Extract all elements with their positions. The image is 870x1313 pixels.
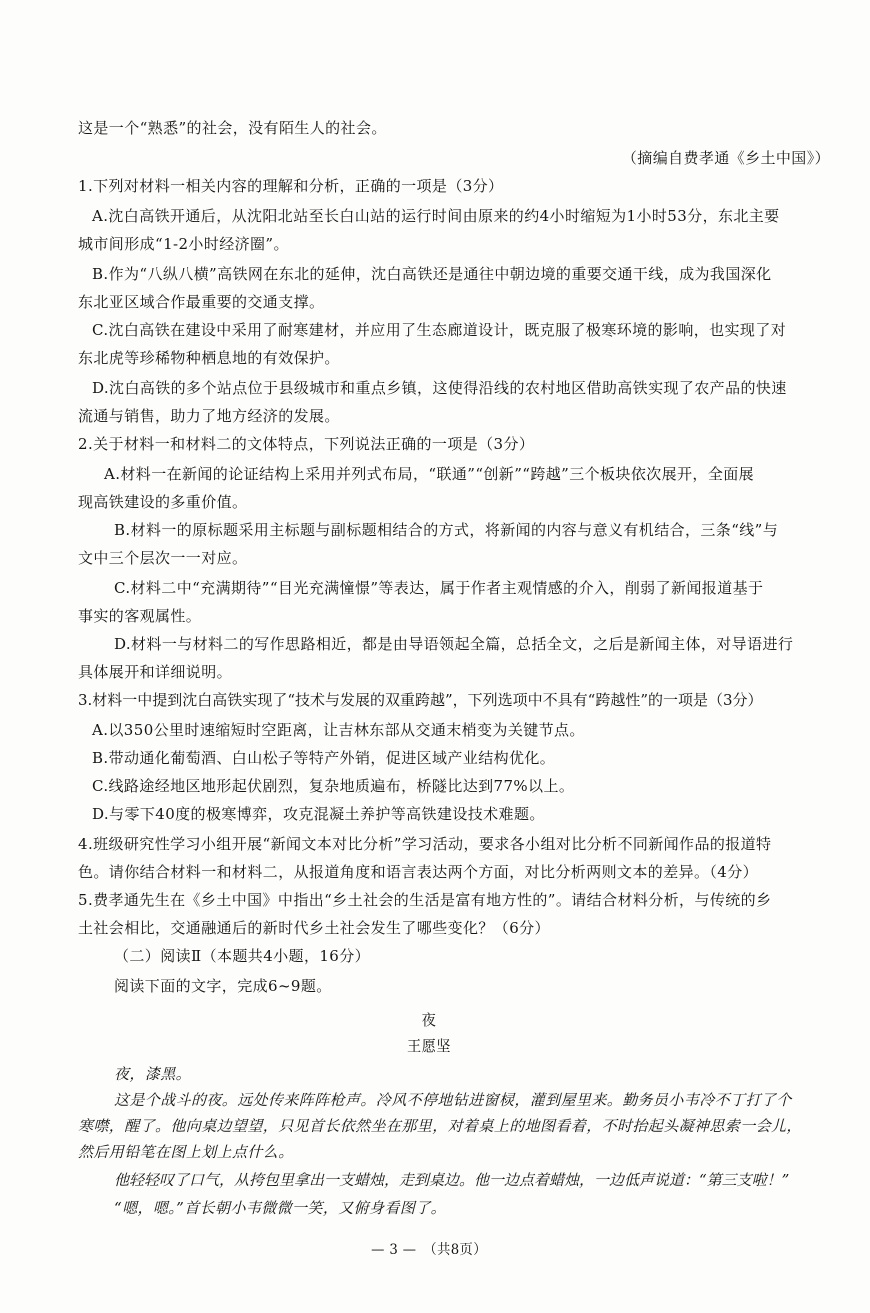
section-instruction: 阅读下面的文字，完成6~9题。 bbox=[114, 977, 332, 995]
story-paragraph-2-line-3: 然后用铅笔在图上划上点什么。 bbox=[78, 1143, 294, 1161]
question-5-line-2: 土社会相比，交通融通后的新时代乡土社会发生了哪些变化？（6分） bbox=[78, 919, 550, 937]
question-1-option-c-cont: 东北虎等珍稀物种栖息地的有效保护。 bbox=[78, 349, 340, 367]
question-2-stem: 2.关于材料一和材料二的文体特点，下列说法正确的一项是（3分） bbox=[78, 435, 535, 453]
story-paragraph-4: “嗯，嗯。”首长朝小韦微微一笑，又俯身看图了。 bbox=[114, 1199, 447, 1217]
question-2-option-d-cont: 具体展开和详细说明。 bbox=[78, 663, 233, 681]
question-2-option-a: A.材料一在新闻的论证结构上采用并列式布局，“联通”“创新”“跨越”三个板块依次展开，全面展 bbox=[104, 465, 755, 483]
question-3-option-a: A.以350公里时速缩短时空距离，让吉林东部从交通末梢变为关键节点。 bbox=[92, 721, 585, 739]
page-footer: — 3 — （共8页） bbox=[371, 1242, 487, 1258]
question-1-option-b-cont: 东北亚区域合作最重要的交通支撑。 bbox=[78, 293, 325, 311]
question-1-option-c: C.沈白高铁在建设中采用了耐寒建材，并应用了生态廊道设计，既克服了极寒环境的影响，也实现了对 bbox=[92, 321, 787, 339]
question-1-option-d: D.沈白高铁的多个站点位于县级城市和重点乡镇，这使得沿线的农村地区借助高铁实现了农产品的快速 bbox=[92, 379, 787, 397]
question-3-stem: 3.材料一中提到沈白高铁实现了“技术与发展的双重跨越”，下列选项中不具有“跨越性”的一项是（3分） bbox=[78, 691, 763, 709]
story-title: 夜 bbox=[421, 1011, 437, 1029]
question-4-line-2: 色。请你结合材料一和材料二，从报道角度和语言表达两个方面，对比分析两则文本的差异。（4分） bbox=[78, 863, 759, 881]
question-2-option-b-cont: 文中三个层次一一对应。 bbox=[78, 549, 248, 567]
question-1-option-d-cont: 流通与销售，助力了地方经济的发展。 bbox=[78, 407, 340, 425]
story-author: 王愿坚 bbox=[407, 1037, 451, 1055]
question-2-option-c: C.材料二中“充满期待”“目光充满憧憬”等表达，属于作者主观情感的介入，削弱了新闻报道基于 bbox=[114, 579, 764, 597]
section-heading: （二）阅读Ⅱ（本题共4小题，16分） bbox=[114, 947, 371, 965]
question-2-option-a-cont: 现高铁建设的多重价值。 bbox=[78, 493, 248, 511]
question-1-stem: 1.下列对材料一相关内容的理解和分析，正确的一项是（3分） bbox=[78, 177, 504, 195]
story-paragraph-2-line-1: 这是个战斗的夜。远处传来阵阵枪声。冷风不停地钻进窗棂，灌到屋里来。勤务员小韦冷不丁打了个 bbox=[114, 1091, 792, 1109]
question-2-option-b: B.材料一的原标题采用主标题与副标题相结合的方式，将新闻的内容与意义有机结合，三条“线”与 bbox=[114, 521, 779, 539]
story-paragraph-1: 夜，漆黑。 bbox=[114, 1065, 192, 1083]
question-1-option-a: A.沈白高铁开通后，从沈阳北站至长白山站的运行时间由原来的约4小时缩短为1小时53分，东北主要 bbox=[92, 207, 780, 225]
intro-line: 这是一个“熟悉”的社会，没有陌生人的社会。 bbox=[78, 119, 387, 137]
question-1-option-a-cont: 城市间形成“1-2小时经济圈”。 bbox=[78, 235, 289, 253]
question-1-option-b: B.作为“八纵八横”高铁网在东北的延伸，沈白高铁还是通往中朝边境的重要交通干线，成为我国深化 bbox=[92, 265, 772, 283]
source-citation: （摘编自费孝通《乡土中国》） bbox=[621, 149, 830, 167]
question-4-line-1: 4.班级研究性学习小组开展“新闻文本对比分析”学习活动，要求各小组对比分析不同新闻作品的报道特 bbox=[78, 835, 772, 853]
question-2-option-d: D.材料一与材料二的写作思路相近，都是由导语领起全篇，总括全文，之后是新闻主体，对导语进行 bbox=[114, 635, 794, 653]
question-5-line-1: 5.费孝通先生在《乡土中国》中指出“乡土社会的生活是富有地方性的”。请结合材料分析，与传统的乡 bbox=[78, 891, 772, 909]
question-3-option-c: C.线路途经地区地形起伏剧烈，复杂地质遍布，桥隧比达到77%以上。 bbox=[92, 777, 575, 795]
story-paragraph-3: 他轻轻叹了口气，从挎包里拿出一支蜡烛，走到桌边。他一边点着蜡烛，一边低声说道：“第三支啦！” bbox=[114, 1171, 790, 1189]
question-3-option-d: D.与零下40度的极寒博弈，攻克混凝土养护等高铁建设技术难题。 bbox=[92, 805, 545, 823]
question-2-option-c-cont: 事实的客观属性。 bbox=[78, 607, 202, 625]
question-3-option-b: B.带动通化葡萄酒、白山松子等特产外销，促进区域产业结构优化。 bbox=[92, 749, 556, 767]
story-paragraph-2-line-2: 寒噤，醒了。他向桌边望望，只见首长依然坐在那里，对着桌上的地图看着，不时抬起头凝神思索一会儿， bbox=[78, 1117, 802, 1135]
